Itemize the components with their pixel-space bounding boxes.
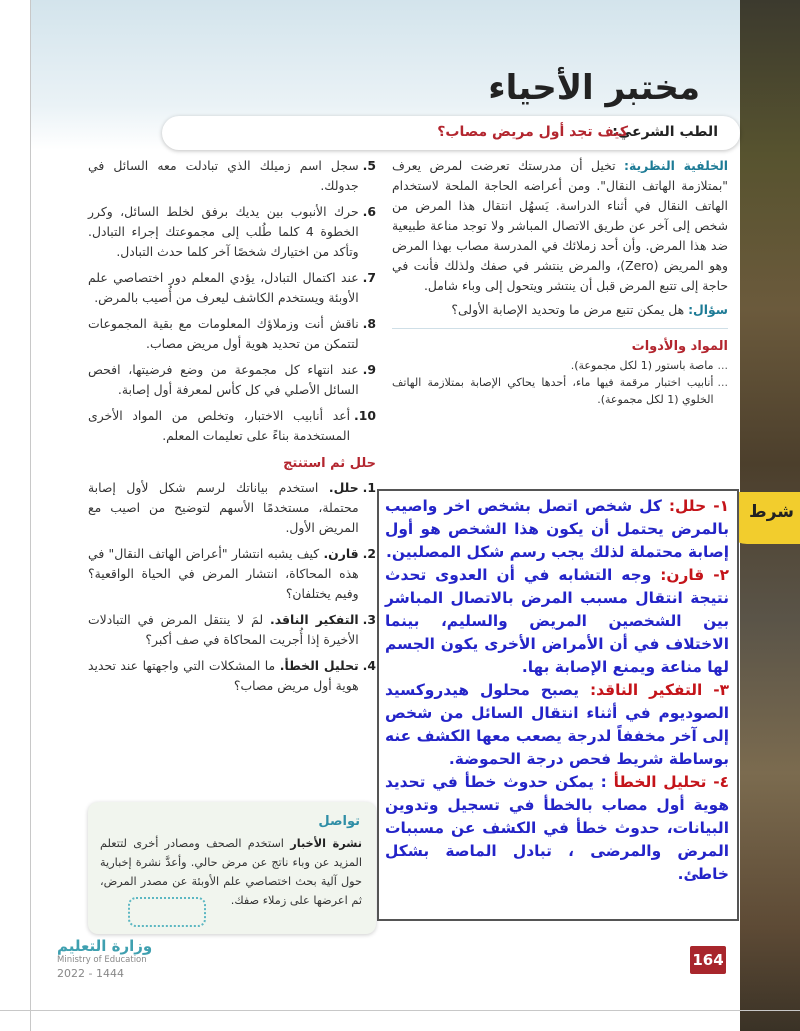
question-label: سؤال:	[688, 302, 728, 317]
step-number: 5.	[362, 158, 376, 173]
answer-label: ٤- تحليل الخطأ	[613, 773, 729, 791]
step-text: سجل اسم زميلك الذي تبادلت معه السائل في جدولك.	[88, 158, 359, 193]
ministry-logo	[57, 937, 167, 980]
analyze-text: كيف يشبه انتشار "أعراض الهاتف النقال" في هذه المحاكاة، انتشار المرض في الحياة الواقعية؟ وفيم يختلفان؟	[88, 546, 359, 601]
analyze-item	[88, 478, 376, 538]
background-text: تخيل أن مدرستك تعرضت لمرض يعرف "بمتلازمة الهاتف النقال". ومن أعراضه الحاجة الملحة لاستخدام الهاتف النقال في أثناء الدراسة. يَسهُل انتقال هذا المرض من شخص إلى آخر عن طريق الاتصال المباشر ولا توجد مناعة طبيعية ضد هذا المرض. وأن أحد زملائك في المدرسة مصاب بهذا المرض وهو المريض (Zero)، والمرض ينتشر في صفك ولذلك فأنت في حاجة إلى تتبع المرض قبل أن ينتشر ويتحول إلى وباء شامل.	[392, 158, 728, 293]
step-text: ناقش أنت وزملاؤك المعلومات مع بقية المجموعات لتتمكن من تحديد هوية أول مريض مصاب.	[88, 316, 359, 351]
materials-heading: المواد والأدوات	[631, 339, 728, 354]
materials-text: أنابيب اختبار مرقمة فيها ماء، أحدها يحاكي الإصابة بمتلازمة الهاتف الخلوي (1 لكل مجموعة).	[392, 376, 714, 406]
communication-heading: تواصل	[318, 814, 360, 829]
analyze-number: 2.	[362, 546, 376, 561]
edition-year: 2022 - 1444	[57, 967, 124, 980]
analyze-number: 4.	[362, 658, 376, 673]
trim-line-horizontal	[0, 1010, 800, 1011]
analyze-content	[88, 544, 359, 604]
subtitle-label: الطب الشرعي:	[612, 124, 718, 140]
side-photo-band-text: شرط	[749, 502, 794, 522]
analyze-label: حلل.	[328, 480, 359, 495]
step-text: حرك الأنبوب بين يديك برفق لخلط السائل، وكرر الخطوة 4 كلما طُلب إلى مجموعتك إجراء التبادل. وتأكد من اختيارك شخصًا آخر كلما حدث التبادل.	[88, 204, 359, 259]
procedure-step	[88, 360, 376, 400]
step-text: عند انتهاء كل مجموعة من وضع فرضيتها، افحص السائل الأصلي في كل كأس لمعرفة أول إصابة.	[88, 362, 359, 397]
procedure-step	[88, 406, 376, 446]
page-title: مختبر الأحياء	[488, 68, 700, 108]
question-text: هل يمكن تتبع مرض ما وتحديد الإصابة الأولى؟	[451, 302, 685, 317]
procedure-step	[88, 156, 376, 196]
step-number: 6.	[362, 204, 376, 219]
answer-box	[377, 489, 739, 921]
step-number: 9.	[362, 362, 376, 377]
step-number: 7.	[362, 270, 376, 285]
answer-text: وجه التشابه في أن العدوى تحدث نتيجة انتقال مسبب المرض بالاتصال المباشر بين الشخصين المريض والسليم، بينما الاختلاف في أن الأمراض الأخرى يكون الجسم لها مناعة ويمنع الإصابة بها.	[385, 566, 729, 676]
materials-item	[392, 374, 728, 408]
step-text: أعد أنابيب الاختبار، وتخلص من المواد الأخرى المستخدمة بناءً على تعليمات المعلم.	[88, 408, 351, 443]
answer-paragraph	[385, 771, 729, 886]
analyze-item	[88, 544, 376, 604]
dotted-stamp	[128, 897, 206, 927]
analyze-heading: حلل ثم استنتج	[283, 456, 376, 471]
answer-label: ٢- قارن:	[660, 566, 730, 584]
answer-text: : يمكن حدوث خطأ في تحديد هوية أول مصاب بالخطأ في تسجيل وتدوين البيانات، حدوث خطأ في الكشف عن مسببات المرض والمرضى ، تبادل الماصة بشكل خاطئ.	[385, 773, 729, 883]
analyze-label: تحليل الخطأ.	[279, 658, 359, 673]
analyze-text: استخدم بياناتك لرسم شكل لأول إصابة محتملة، مستخدمًا الأسهم لتوضيح من اصيب مع المريض الأول.	[88, 480, 359, 535]
background-label: الخلفية النظرية:	[623, 158, 728, 173]
step-number: 8.	[362, 316, 376, 331]
ministry-name-ar: وزارة التعليم	[57, 937, 153, 955]
background-paragraph	[392, 156, 728, 296]
answer-paragraph	[385, 564, 729, 679]
analyze-content	[88, 478, 359, 538]
left-column	[88, 156, 376, 702]
analyze-label: قارن.	[323, 546, 359, 561]
right-column	[392, 156, 728, 408]
analyze-label: التفكير الناقد.	[269, 612, 359, 627]
answer-paragraph	[385, 495, 729, 564]
subtitle-bar	[162, 116, 740, 150]
question-paragraph	[392, 300, 728, 320]
communication-text: استخدم الصحف ومصادر أخرى لتتعلم المزيد عن وباء ناتج عن مرض حالي. وأعدَّ نشرة إخبارية حول آلية بحث اختصاصي علم الأوبئة عن مصدر المرض، ثم اعرضها على زملاء صفك.	[100, 837, 362, 907]
analyze-number: 1.	[362, 480, 376, 495]
answer-paragraph	[385, 679, 729, 771]
communication-label: نشرة الأخبار	[290, 837, 363, 850]
materials-item	[392, 357, 728, 374]
step-number: 10.	[354, 408, 376, 423]
answer-text: كل شخص اتصل بشخص اخر واصيب بالمرض يحتمل أن يكون هذا الشخص هو أول إصابة محتملة لذلك يجب رسم شكل المصلبين.	[385, 497, 729, 561]
procedure-step	[88, 314, 376, 354]
analyze-item	[88, 610, 376, 650]
procedure-step	[88, 202, 376, 262]
trim-line-vertical	[30, 0, 31, 1031]
subtitle-question: كيف تجد أول مريض مصاب؟	[437, 124, 628, 140]
materials-bullet: ...	[717, 376, 728, 389]
analyze-number: 3.	[362, 612, 376, 627]
analyze-content	[88, 610, 359, 650]
page-number: 164	[690, 946, 726, 974]
analyze-text: لمَ لا ينتقل المرض في التبادلات الأخيرة إذا أُجريت المحاكاة في صف أكبر؟	[88, 612, 359, 647]
analyze-item	[88, 656, 376, 696]
answer-label: ٣- التفكير الناقد:	[589, 681, 729, 699]
step-text: عند اكتمال التبادل، يؤدي المعلم دور اختصاصي علم الأوبئة ويستخدم الكاشف ليعرف من أُصيب بالمرض.	[88, 270, 359, 305]
materials-text: ماصة باستور (1 لكل مجموعة).	[570, 359, 714, 372]
analyze-text: ما المشكلات التي واجهتها عند تحديد هوية أول مريض مصاب؟	[88, 658, 359, 693]
divider	[392, 328, 728, 329]
analyze-content	[88, 656, 359, 696]
ministry-name-en: Ministry of Education	[57, 955, 147, 965]
procedure-step	[88, 268, 376, 308]
materials-bullet: ...	[717, 359, 728, 372]
answer-label: ١- حلل:	[668, 497, 730, 515]
answer-text: يصبح محلول هيدروكسيد الصوديوم في أثناء انتقال السائل من شخص إلى آخر مخففاً لدرجة يصعب معها الكشف عنه بوساطة شريط فحص درجة الحموضة.	[385, 681, 729, 768]
